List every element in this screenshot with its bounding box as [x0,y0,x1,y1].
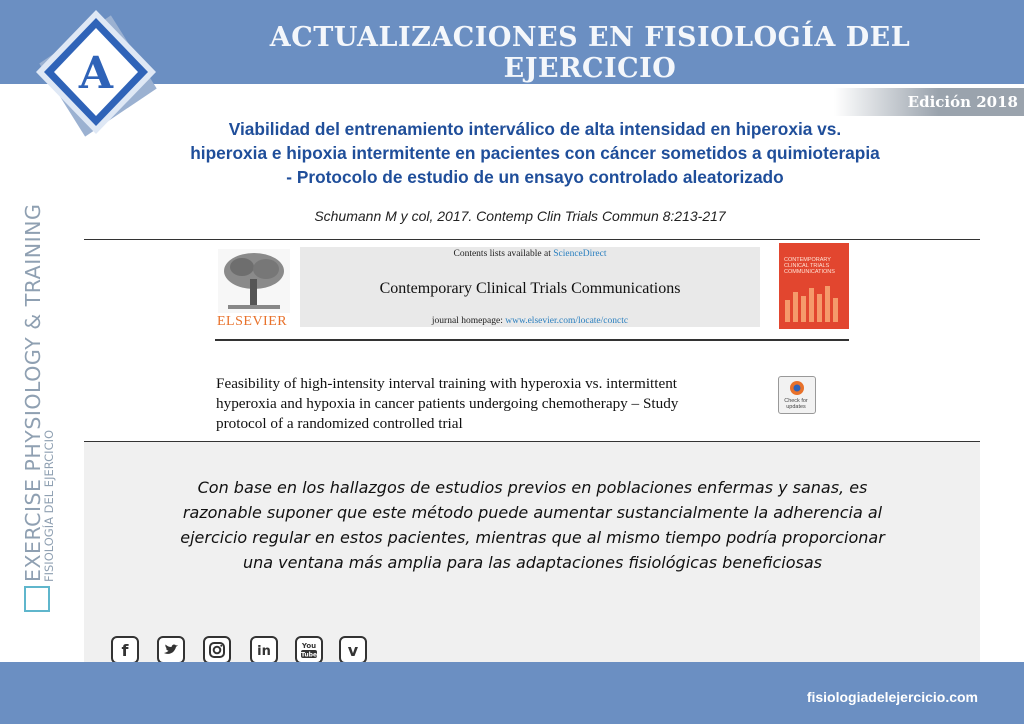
summary-line: ejercicio regular en estos pacientes, mientras que al mismo tiempo podría proporcionar [180,528,885,547]
twitter-icon[interactable] [157,636,185,664]
paper-title-line: hyperoxia and hypoxia in cancer patients undergoing chemotherapy – Study [216,395,679,412]
svg-text:You: You [301,642,317,650]
svg-text:f: f [121,641,129,660]
journal-cover-graphic [783,280,845,324]
paper-title-line: Feasibility of high-intensity interval training with hyperoxia vs. intermittent [216,375,678,392]
brand-main-text: EXERCISE PHYSIOLOGY & TRAINING [21,203,45,582]
paper-title [216,374,776,434]
sidebar-brand [22,192,72,612]
page-title: ACTUALIZACIONES EN FISIOLOGÍA DEL EJERCICIO [269,22,911,84]
article-title-line: hiperoxia e hipoxia intermitente en pacientes con cáncer sometidos a quimioterapia [190,143,880,163]
summary-text [120,475,945,575]
brand-mark-icon [24,586,50,612]
svg-text:in: in [257,644,271,659]
article-title-line: Viabilidad del entrenamiento interválico de alta intensidad en hiperoxia vs. [228,119,842,139]
youtube-icon[interactable] [295,636,323,664]
paper-title-line: protocol of a randomized controlled trial [216,415,463,432]
homepage-link[interactable]: www.elsevier.com/locate/conctc [505,316,629,326]
vimeo-icon[interactable] [339,636,367,664]
check-updates-icon [779,377,815,399]
journal-cover-title: CONTEMPORARY CLINICAL TRIALS COMMUNICATIONS [784,257,835,275]
article-title-line: - Protocolo de estudio de un ensayo controlado aleatorizado [286,167,784,187]
summary-line: Con base en los hallazgos de estudios previos en poblaciones enfermas y sanas, es [197,478,868,497]
citation: Schumann M y col, 2017. Contemp Clin Trials Commun 8:213-217 [314,208,726,224]
divider [84,239,980,240]
sciencedirect-link[interactable]: ScienceDirect [553,249,607,259]
footer-website-link[interactable]: fisiologiadelejercicio.com [806,689,978,705]
journal-name: Contemporary Clinical Trials Communications [379,280,681,297]
instagram-icon[interactable] [203,636,231,664]
elsevier-tree-icon [218,249,290,313]
svg-text:Tube: Tube [300,651,318,659]
facebook-icon[interactable] [111,636,139,664]
check-for-updates-label: Check for updates [784,398,808,410]
journal-rule [215,339,849,341]
article-title [130,117,940,189]
summary-line: razonable suponer que este método puede aumentar sustancialmente la adherencia al [182,503,883,522]
summary-line: una ventana más amplia para las adaptaciones fisiológicas beneficiosas [242,553,822,572]
journal-homepage: journal homepage: www.elsevier.com/locate/conctc [431,316,629,326]
svg-text:v: v [347,641,359,660]
logo-letter: A [78,48,114,99]
publisher-name: ELSEVIER [217,314,288,329]
brand-sub-text: FISIOLOGÍA DEL EJERCICIO [42,429,56,582]
contents-line: Contents lists available at ScienceDirect [453,249,607,259]
linkedin-icon[interactable] [250,636,278,664]
edition-badge: Edición 2018 [834,88,1024,116]
